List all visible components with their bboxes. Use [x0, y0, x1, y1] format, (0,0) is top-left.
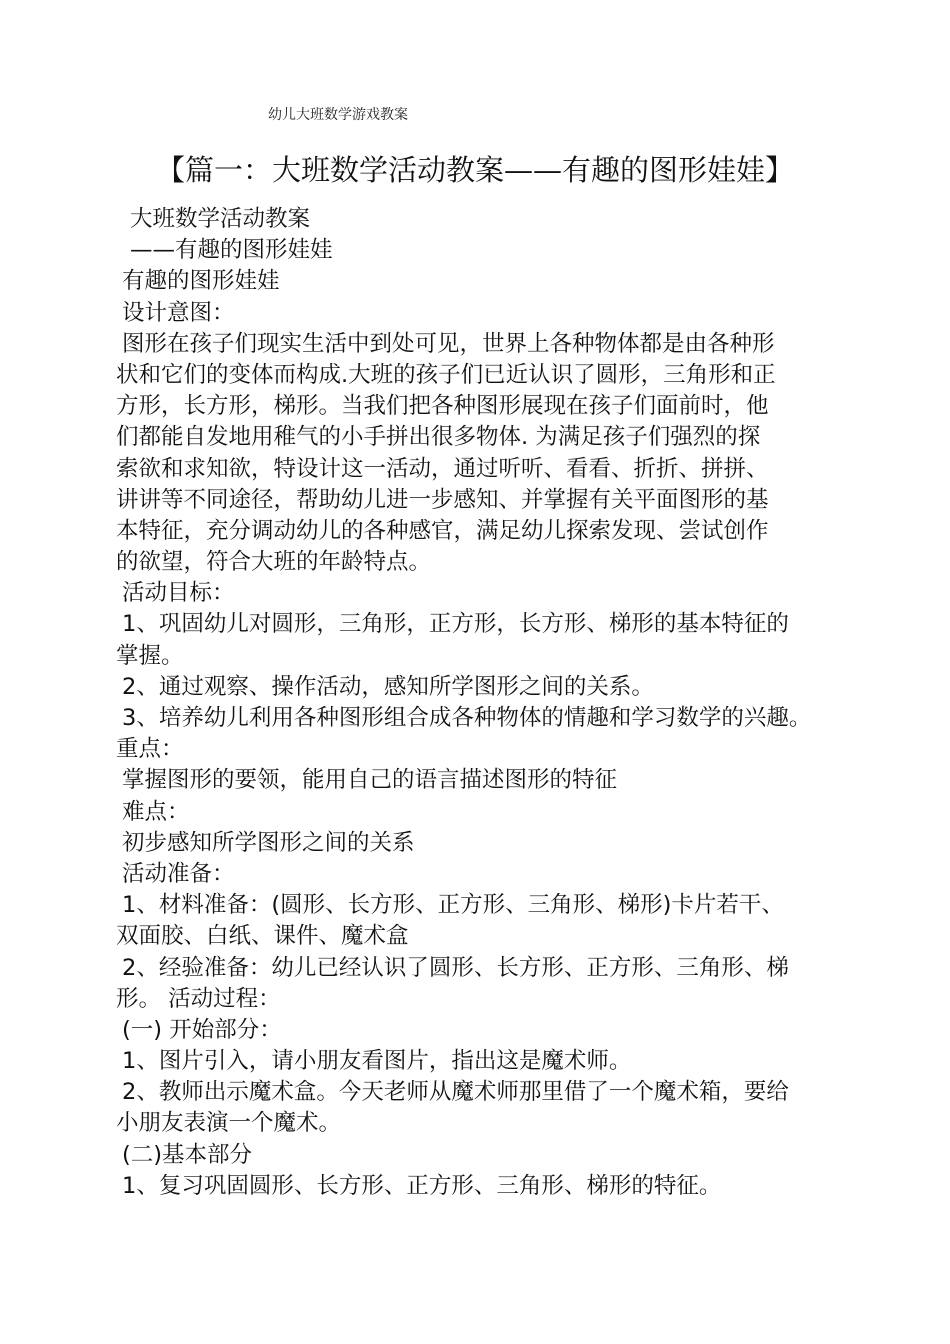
text-line: 2、教师出示魔术盒。今天老师从魔术师那里借了一个魔术箱，要给: [122, 1079, 789, 1106]
text-line: 小朋友表演一个魔术。: [116, 1110, 342, 1137]
page-header: 幼儿大班数学游戏教案: [268, 107, 408, 123]
text-line: 讲讲等不同途径，帮助幼儿进一步感知、并掌握有关平面图形的基: [116, 486, 769, 513]
text-line: 掌握。: [116, 642, 184, 669]
text-line: 3、培养幼儿利用各种图形组合成各种物体的情趣和学习数学的兴趣。: [122, 705, 812, 731]
text-line: 2、通过观察、操作活动，感知所学图形之间的关系。: [122, 673, 654, 700]
text-line: 的欲望，符合大班的年龄特点。: [116, 549, 432, 576]
text-line: 活动准备：: [122, 860, 235, 887]
text-line: 初步感知所学图形之间的关系: [122, 829, 415, 856]
text-line: 图形在孩子们现实生活中到处可见，世界上各种物体都是由各种形: [122, 330, 775, 357]
text-line: (二)基本部分: [122, 1141, 253, 1168]
text-line: 掌握图形的要领，能用自己的语言描述图形的特征: [122, 767, 618, 794]
text-line: 双面胶、白纸、课件、魔术盒: [116, 923, 409, 950]
text-line: 形。 活动过程：: [116, 985, 281, 1012]
text-line: ——有趣的图形娃娃: [130, 237, 333, 264]
text-line: 有趣的图形娃娃: [122, 268, 280, 295]
text-line: 1、材料准备：(圆形、长方形、正方形、三角形、梯形)卡片若干、: [122, 892, 784, 919]
text-line: 本特征，充分调动幼儿的各种感官，满足幼儿探索发现、尝试创作: [116, 517, 769, 544]
text-line: 状和它们的变体而构成.大班的孩子们已近认识了圆形，三角形和正: [116, 361, 776, 388]
text-line: 活动目标：: [122, 580, 235, 607]
text-line: 方形，长方形，梯形。当我们把各种图形展现在孩子们面前时，他: [116, 393, 769, 420]
text-line: 1、图片引入，请小朋友看图片，指出这是魔术师。: [122, 1048, 632, 1075]
text-line: (一) 开始部分：: [122, 1016, 282, 1043]
text-line: 难点：: [122, 798, 190, 825]
text-line: 大班数学活动教案: [130, 206, 311, 232]
text-line: 2、经验准备：幼儿已经认识了圆形、长方形、正方形、三角形、梯: [122, 954, 789, 981]
text-line: 1、复习巩固圆形、长方形、正方形、三角形、梯形的特征。: [122, 1172, 722, 1199]
text-line: 们都能自发地用稚气的小手拼出很多物体. 为满足孩子们强烈的探: [116, 424, 761, 451]
document-body: [116, 204, 856, 1202]
text-line: 设计意图：: [122, 299, 235, 326]
text-line: 重点：: [116, 736, 184, 763]
text-line: 1、巩固幼儿对圆形，三角形，正方形，长方形、梯形的基本特征的: [122, 611, 789, 638]
document-title: 【篇一：大班数学活动教案——有趣的图形娃娃】: [155, 153, 794, 187]
text-line: 索欲和求知欲，特设计这一活动，通过听听、看看、折折、拼拼、: [116, 455, 769, 482]
